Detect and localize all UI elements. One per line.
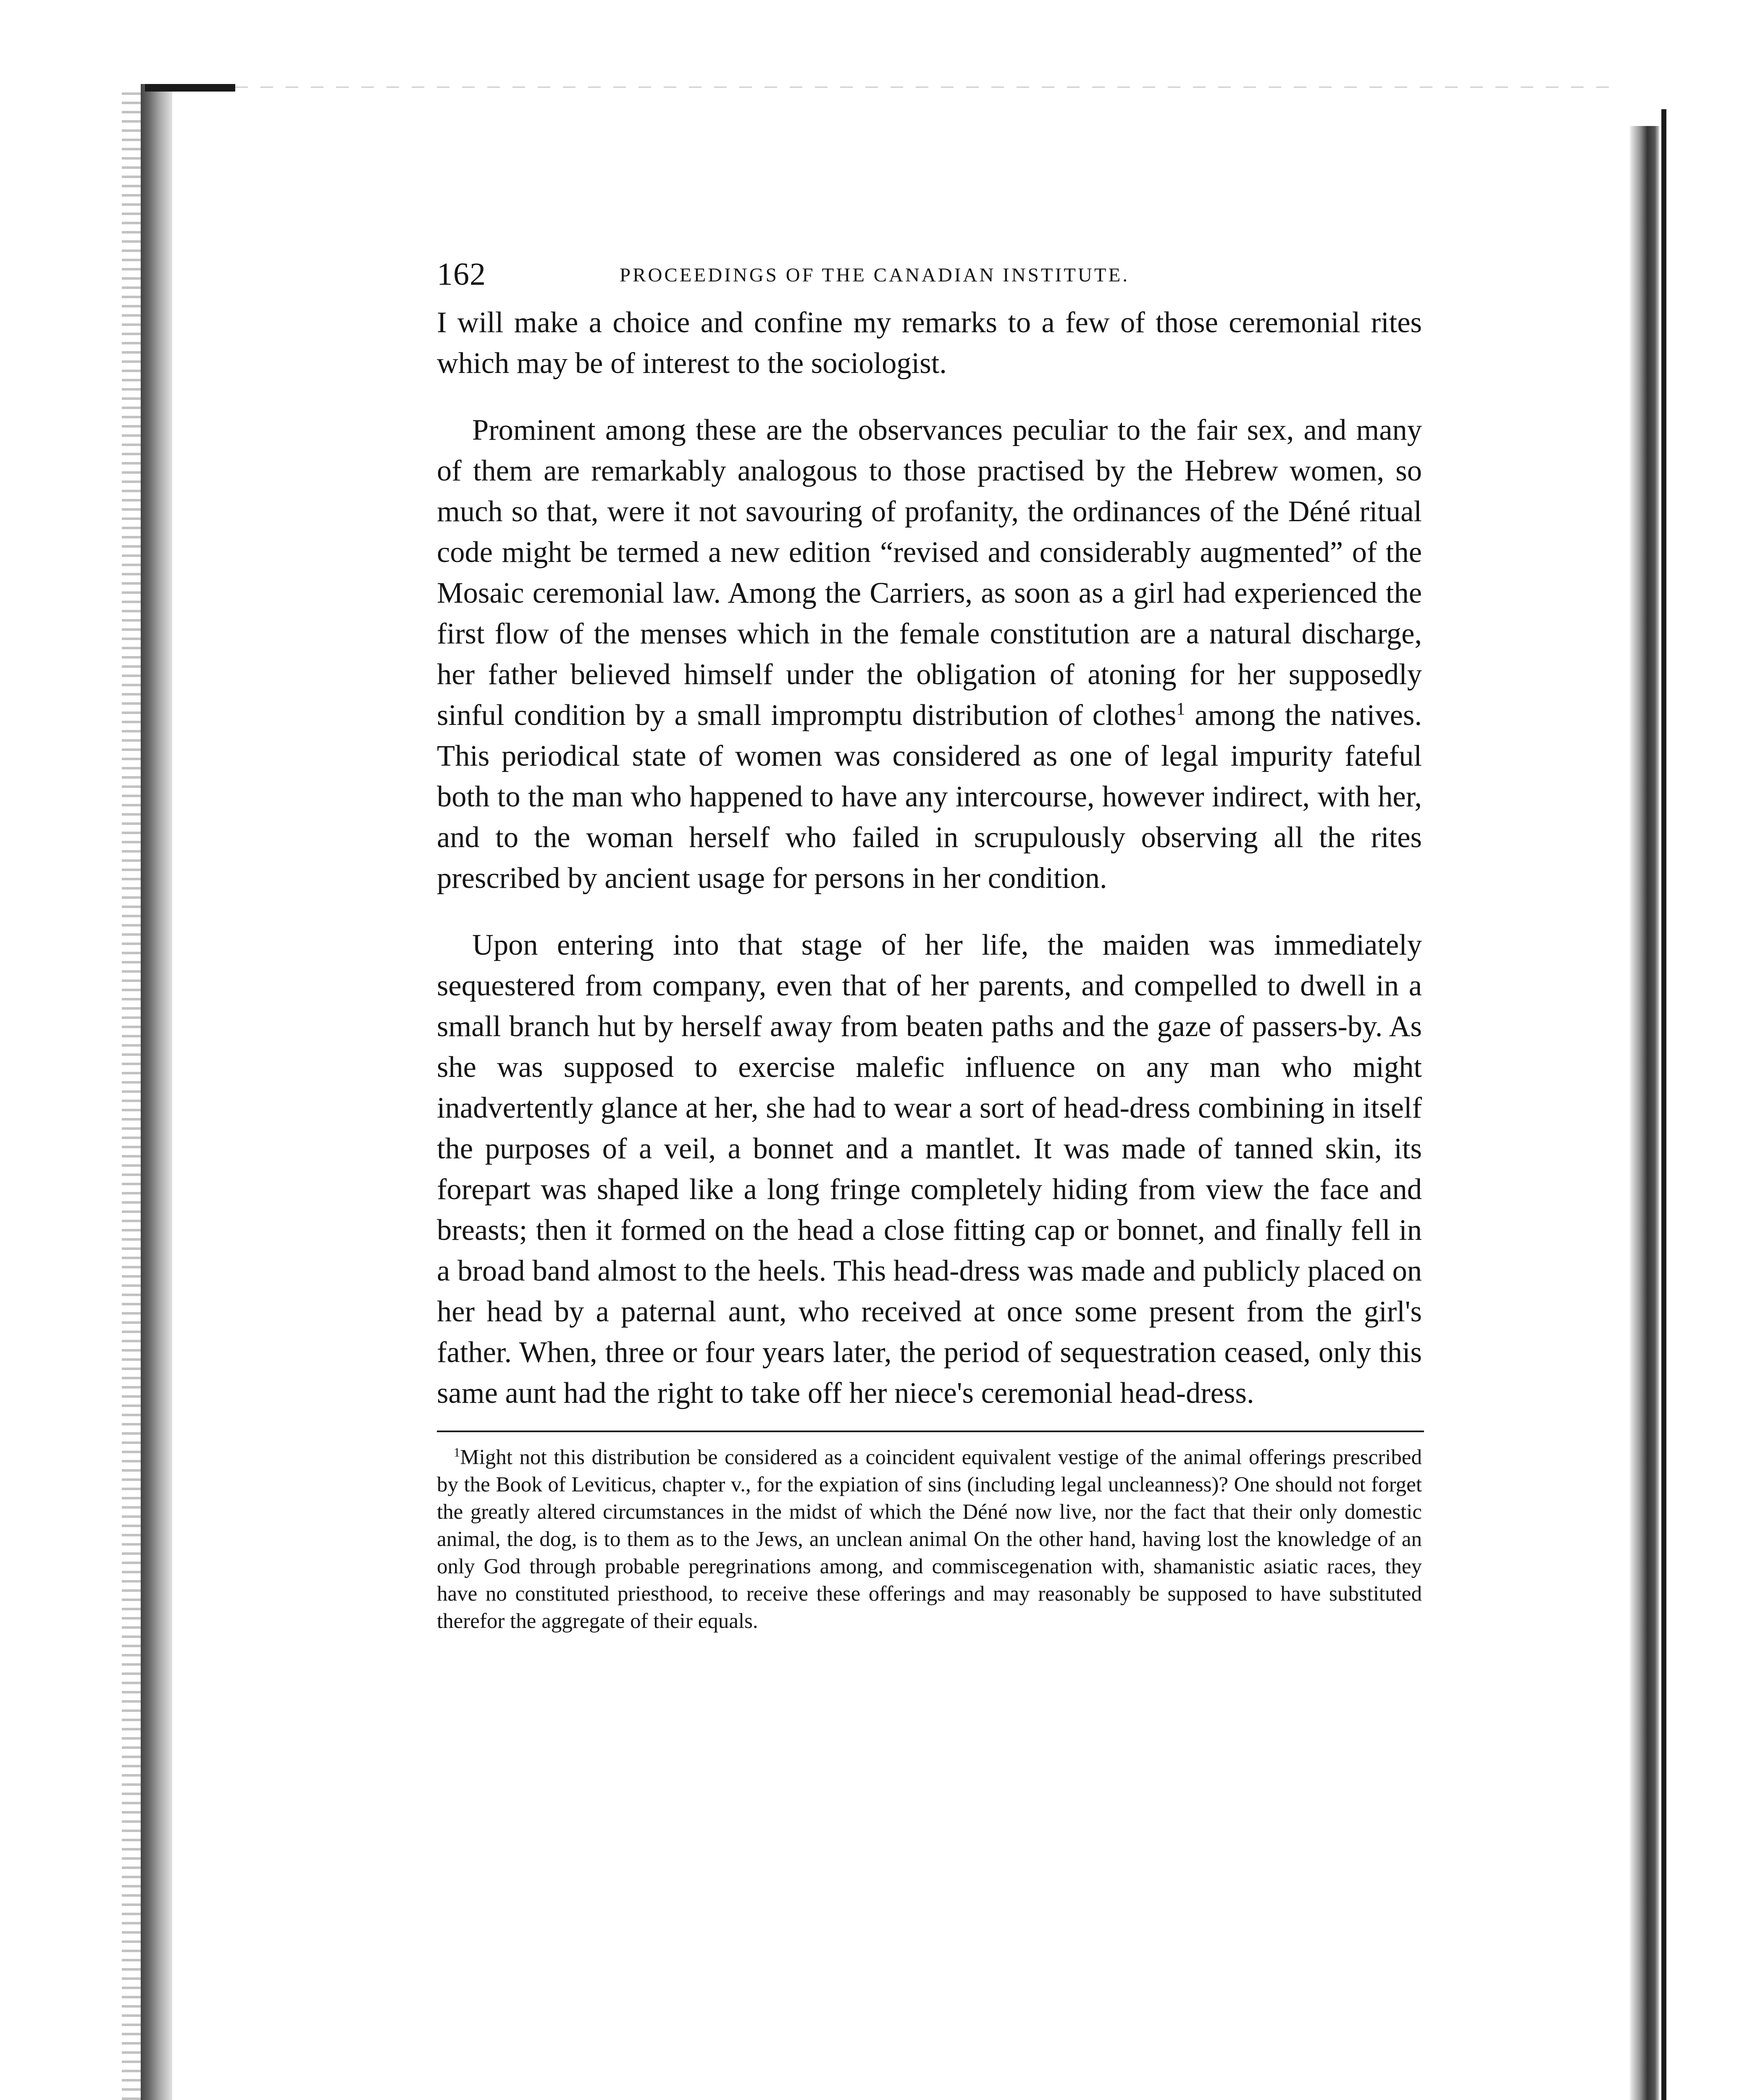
running-head: [437, 256, 1422, 302]
page-number: 162: [437, 257, 486, 292]
paragraph-2: [437, 410, 1422, 899]
paragraph-2-text-a: Prominent among these are the observances peculiar to the fair sex, and many of them are remarkably analogous to those practised by the Hebrew women, so much so that, were it not savouring of profanity, the ordinances of the Déné ritual code might be termed a new edition “revised and considerably augmented” of the Mosaic ceremonial law. Among the Carriers, as soon as a girl had experienced the first flow of the menses which in the female constitution are a natural discharge, her father believed himself under the obligation of atoning for her supposedly sinful condition by a small impromptu distribution of clothes: [437, 414, 1422, 732]
scan-edge-shadow-right: [1630, 126, 1659, 2100]
scan-edge-shadow-left: [141, 84, 172, 2100]
scan-edge-speckle-left: [122, 92, 141, 2100]
scan-edge-line-right: [1661, 109, 1666, 2100]
footnote-marker: 1: [454, 1445, 460, 1460]
footnote-text: Might not this distribution be considered as a coincident equivalent vestige of the animal offerings prescribed by the Book of Leviticus, chapter v., for the expiation of sins (including legal uncleanness)? One should not forget the greatly altered circumstances in the midst of which the Déné now live, nor the fact that their only domestic animal, the dog, is to them as to the Jews, an unclean animal On the other hand, having lost the knowledge of an only God through probable peregrinations among, and commiscegenation with, shamanistic asiatic races, they have no constituted priesthood, to receive these offerings and may reasonably be supposed to have substituted therefor the aggregate of their equals.: [437, 1446, 1422, 1633]
scan-edge-top-mark: [145, 84, 235, 92]
footnote-reference: 1: [1176, 699, 1185, 719]
paragraph-2-text-b: among the natives. This periodical state of women was considered as one of legal impurity fateful both to the man who happened to have any intercourse, however indirect, with her, and to the woman herself who failed in scrupulously observing all the rites prescribed by ancient usage for persons in her condition.: [437, 699, 1422, 895]
book-page: [437, 256, 1422, 1635]
scan-edge-top-faint: [235, 87, 1621, 88]
paragraph-3: Upon entering into that stage of her life, the maiden was immediately sequestered from company, even that of her parents, and compelled to dwell in a small branch hut by herself away from beaten paths and the gaze of passers-by. As she was supposed to exercise malefic influence on any man who might inadvertently glance at her, she had to wear a sort of head-dress combining in itself the purposes of a veil, a bonnet and a mantlet. It was made of tanned skin, its forepart was shaped like a long fringe completely hiding from view the face and breasts; then it formed on the head a close fitting cap or bonnet, and finally fell in a broad band almost to the heels. This head-dress was made and publicly placed on her head by a paternal aunt, who received at once some present from the girl's father. When, three or four years later, the period of sequestration ceased, only this same aunt had the right to take off her niece's ceremonial head-dress.: [437, 929, 1422, 1410]
paragraph-1: I will make a choice and confine my remarks to a few of those ceremonial rites which may be of interest to the sociologist.: [437, 306, 1422, 380]
footnote-1: [437, 1444, 1422, 1635]
footnote-rule: [437, 1431, 1424, 1432]
running-title: PROCEEDINGS OF THE CANADIAN INSTITUTE.: [620, 264, 1130, 286]
